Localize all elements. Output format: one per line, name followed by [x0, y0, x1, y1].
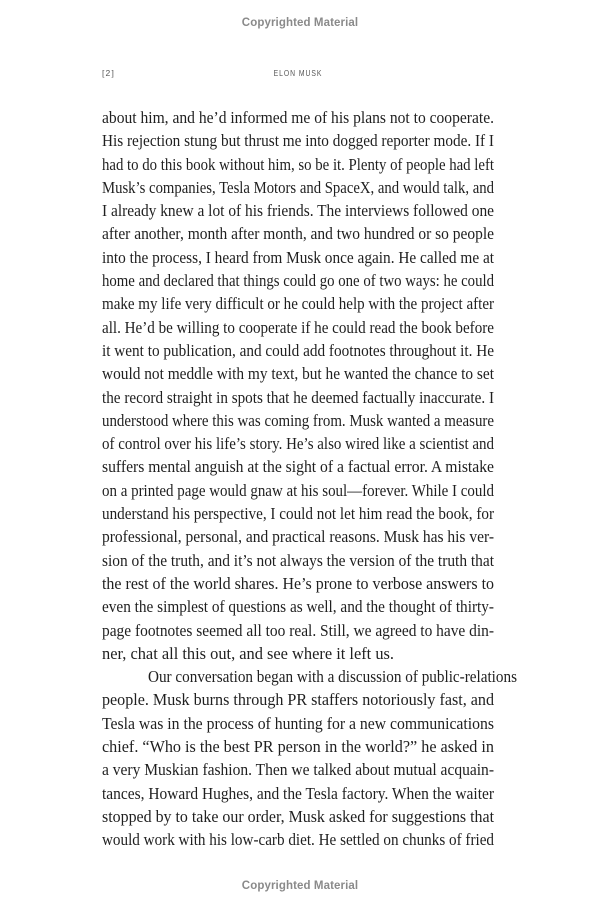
text-line: make my life very difficult or he could help with the project after	[102, 294, 494, 314]
text-line: a very Muskian fashion. Then we talked about mutual acquain-	[102, 760, 494, 780]
text-line: sion of the truth, and it’s not always the version of the truth that	[102, 550, 494, 570]
text-line: about him, and he’d informed me of his plans not to cooperate.	[102, 108, 494, 127]
text-line: page footnotes seemed all too real. Still, we agreed to have din-	[102, 620, 494, 640]
text-line: Musk’s companies, Tesla Motors and SpaceX, and would talk, and	[102, 177, 494, 197]
copyright-watermark-top: Copyrighted Material	[241, 17, 359, 29]
text-line: chief. “Who is the best PR person in the world?” he asked in	[102, 737, 494, 757]
text-line: people. Musk burns through PR staffers notoriously fast, and	[102, 690, 494, 710]
text-line: into the process, I heard from Musk once again. He called me at	[102, 247, 494, 267]
text-line: the record straight in spots that he deemed factually inaccurate. I	[102, 387, 494, 407]
text-line: understand his perspective, I could not let him read the book, for	[102, 504, 494, 524]
text-line: all. He’d be willing to cooperate if he could read the book before	[102, 317, 494, 337]
text-line: on a printed page would gnaw at his soul—forever. While I could	[102, 480, 494, 500]
text-line: suffers mental anguish at the sight of a factual error. A mistake	[102, 457, 494, 477]
text-line: had to do this book without him, so be it. Plenty of people had left	[102, 154, 494, 174]
text-line: the rest of the world shares. He’s prone to verbose answers to	[102, 573, 494, 593]
text-line: would work with his low-carb diet. He settled on chunks of fried	[102, 830, 494, 850]
text-line: Our conversation began with a discussion of public-relations	[148, 667, 517, 687]
text-line: after another, month after month, and two hundred or so people	[102, 224, 494, 244]
text-line: understood where this was coming from. Musk wanted a measure	[102, 410, 494, 430]
text-line: home and declared that things could go one of two ways: he could	[102, 271, 494, 291]
text-line: ner, chat all this out, and see where it left us.	[102, 643, 395, 663]
body-text	[102, 106, 517, 852]
text-line: of control over his life’s story. He’s also wired like a scientist and	[102, 434, 494, 454]
text-line: tances, Howard Hughes, and the Tesla factory. When the waiter	[102, 783, 494, 803]
book-title: ELON MUSK	[273, 68, 323, 78]
text-line: it went to publication, and could add footnotes throughout it. He	[102, 340, 494, 360]
text-line: would not meddle with my text, but he wanted the chance to set	[102, 364, 494, 384]
running-header	[102, 68, 494, 82]
paragraph-1	[102, 106, 494, 665]
text-line: I already knew a lot of his friends. The interviews followed one	[102, 201, 494, 221]
text-line: stopped by to take our order, Musk asked for suggestions that	[102, 806, 494, 826]
text-line: Tesla was in the process of hunting for a new communications	[102, 713, 494, 733]
paragraph-2	[102, 665, 517, 851]
text-line: His rejection stung but thrust me into dogged reporter mode. If I	[102, 131, 494, 151]
page-number: [2]	[102, 68, 116, 78]
copyright-watermark-bottom: Copyrighted Material	[241, 880, 359, 892]
text-line: even the simplest of questions as well, and the thought of thirty-	[102, 597, 494, 617]
text-line: professional, personal, and practical reasons. Musk has his ver-	[102, 527, 494, 547]
